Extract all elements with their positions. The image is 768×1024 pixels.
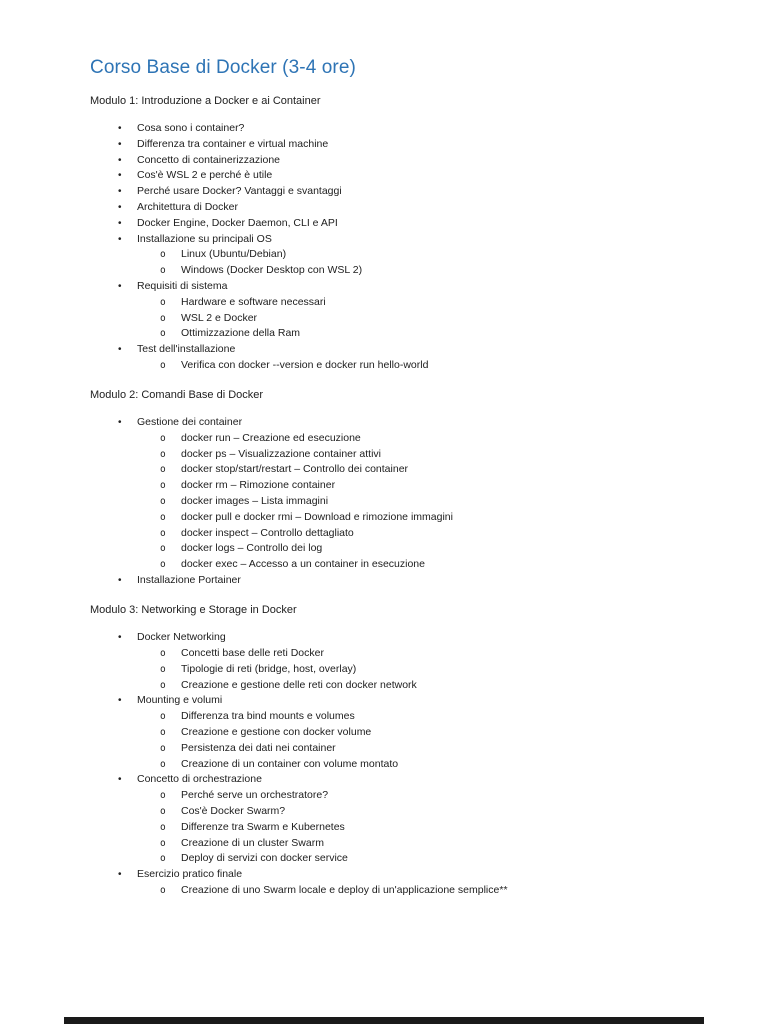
list-item	[118, 168, 708, 184]
list-item	[118, 630, 708, 693]
list-item	[160, 851, 708, 867]
circle-bullet-icon: o	[160, 296, 166, 308]
list-item-text: Creazione di uno Swarm locale e deploy di un'applicazione semplice**	[181, 883, 508, 896]
circle-bullet-icon: o	[160, 543, 166, 555]
bullet-icon: •	[118, 186, 122, 198]
module-heading: Modulo 1: Introduzione a Docker e ai Container	[90, 94, 321, 107]
list-item-text: Creazione e gestione delle reti con docker network	[181, 678, 417, 691]
list-item-text: docker run – Creazione ed esecuzione	[181, 431, 361, 444]
list-item-text: WSL 2 e Docker	[181, 311, 258, 324]
list-item	[118, 415, 708, 573]
circle-bullet-icon: o	[160, 496, 166, 508]
circle-bullet-icon: o	[160, 884, 166, 896]
list-item-text: Gestione dei container	[137, 416, 243, 429]
circle-bullet-icon: o	[160, 464, 166, 476]
list-item	[160, 883, 708, 899]
list-item-text: Creazione di un container con volume montato	[181, 757, 399, 770]
bottom-bar	[64, 1017, 704, 1024]
list-item-text: docker exec – Accesso a un container in esecuzione	[181, 558, 425, 571]
list-item	[160, 725, 708, 741]
circle-bullet-icon: o	[160, 511, 166, 523]
list-item-text: Cosa sono i container?	[137, 122, 245, 135]
list-item	[118, 184, 708, 200]
list-item-text: Esercizio pratico finale	[137, 868, 243, 881]
circle-bullet-icon: o	[160, 853, 166, 865]
list-item	[160, 358, 708, 374]
list-item	[160, 646, 708, 662]
list-item-text: Creazione e gestione con docker volume	[181, 725, 372, 738]
module-list	[90, 415, 708, 589]
list-item	[160, 741, 708, 757]
list-item	[118, 342, 708, 374]
list-item-text: Linux (Ubuntu/Debian)	[181, 248, 287, 261]
bullet-icon: •	[118, 417, 122, 429]
list-item	[118, 232, 708, 279]
module-heading: Modulo 2: Comandi Base di Docker	[90, 388, 264, 401]
bullet-icon: •	[118, 695, 122, 707]
list-item-text: docker images – Lista immagini	[181, 495, 329, 508]
bullet-icon: •	[118, 869, 122, 881]
list-item-text: Requisiti di sistema	[137, 280, 228, 293]
list-item-text: Perché usare Docker? Vantaggi e svantaggi	[137, 185, 342, 198]
list-item	[160, 247, 708, 263]
list-item-text: docker pull e docker rmi – Download e rimozione immagini	[181, 510, 453, 523]
circle-bullet-icon: o	[160, 711, 166, 723]
list-item	[160, 462, 708, 478]
list-item-text: Persistenza dei dati nei container	[181, 741, 336, 754]
circle-bullet-icon: o	[160, 679, 166, 691]
circle-bullet-icon: o	[160, 249, 166, 261]
list-item-text: Ottimizzazione della Ram	[181, 327, 301, 340]
list-item-text: Differenze tra Swarm e Kubernetes	[181, 820, 345, 833]
list-item	[160, 709, 708, 725]
bullet-icon: •	[118, 138, 122, 150]
list-item-text: Differenza tra container e virtual machine	[137, 137, 329, 150]
list-item-text: docker logs – Controllo dei log	[181, 542, 323, 555]
bullet-icon: •	[118, 575, 122, 587]
bullet-icon: •	[118, 233, 122, 245]
sub-list	[137, 709, 708, 772]
sub-list	[137, 295, 708, 342]
list-item	[118, 693, 708, 772]
circle-bullet-icon: o	[160, 360, 166, 371]
list-item	[160, 263, 708, 279]
bullet-icon: •	[118, 774, 122, 786]
list-item	[118, 867, 708, 899]
list-item	[160, 431, 708, 447]
list-item	[118, 200, 708, 216]
list-item-text: Architettura di Docker	[137, 201, 238, 214]
list-item	[160, 526, 708, 542]
list-item-text: Installazione su principali OS	[137, 232, 272, 245]
list-item	[160, 478, 708, 494]
list-item	[160, 804, 708, 820]
bullet-icon: •	[118, 154, 122, 166]
list-item	[160, 557, 708, 573]
list-item	[160, 494, 708, 510]
bullet-icon: •	[118, 170, 122, 182]
module-list	[90, 630, 708, 899]
list-item	[160, 311, 708, 327]
list-item	[118, 153, 708, 169]
bullet-icon: •	[118, 281, 122, 293]
list-item-text: docker stop/start/restart – Controllo dei container	[181, 463, 409, 476]
bullet-icon: •	[118, 202, 122, 214]
circle-bullet-icon: o	[160, 663, 166, 675]
sub-list	[137, 788, 708, 867]
list-item	[160, 541, 708, 557]
circle-bullet-icon: o	[160, 647, 166, 659]
list-item-text: Test dell'installazione	[137, 343, 236, 356]
page-title: Corso Base di Docker (3-4 ore)	[90, 57, 356, 78]
circle-bullet-icon: o	[160, 432, 166, 444]
circle-bullet-icon: o	[160, 312, 166, 324]
list-item-text: Docker Networking	[137, 631, 226, 644]
circle-bullet-icon: o	[160, 742, 166, 754]
circle-bullet-icon: o	[160, 559, 166, 571]
sub-list	[137, 646, 708, 693]
bullet-icon: •	[118, 217, 122, 229]
list-item	[160, 326, 708, 342]
sub-list	[137, 883, 708, 899]
list-item-text: Docker Engine, Docker Daemon, CLI e API	[137, 216, 338, 229]
list-item	[118, 573, 708, 589]
list-item-text: Concetto di orchestrazione	[137, 773, 262, 786]
list-item-text: Verifica con docker --version e docker run hello-world	[181, 359, 429, 371]
list-item	[118, 137, 708, 153]
circle-bullet-icon: o	[160, 821, 166, 833]
list-item	[118, 279, 708, 342]
module-heading: Modulo 3: Networking e Storage in Docker	[90, 603, 297, 616]
list-item-text: Deploy di servizi con docker service	[181, 852, 348, 865]
list-item-text: Concetto di containerizzazione	[137, 153, 281, 166]
list-item	[118, 772, 708, 867]
list-item-text: Tipologie di reti (bridge, host, overlay)	[181, 662, 357, 675]
list-item	[160, 820, 708, 836]
sub-list	[137, 247, 708, 279]
list-item	[160, 836, 708, 852]
circle-bullet-icon: o	[160, 328, 166, 340]
circle-bullet-icon: o	[160, 265, 166, 277]
circle-bullet-icon: o	[160, 790, 166, 802]
list-item-text: Perché serve un orchestratore?	[181, 789, 329, 802]
list-item	[160, 510, 708, 526]
list-item-text: Creazione di un cluster Swarm	[181, 836, 324, 849]
module-list	[90, 121, 708, 374]
document-content	[90, 94, 708, 899]
list-item-text: Installazione Portainer	[137, 574, 241, 587]
list-item	[160, 447, 708, 463]
list-item-text: Mounting e volumi	[137, 694, 223, 707]
list-item	[160, 662, 708, 678]
list-item-text: Differenza tra bind mounts e volumes	[181, 710, 355, 723]
circle-bullet-icon: o	[160, 837, 166, 849]
list-item	[160, 295, 708, 311]
bullet-icon: •	[118, 344, 122, 356]
circle-bullet-icon: o	[160, 527, 166, 539]
circle-bullet-icon: o	[160, 758, 166, 770]
list-item-text: Concetti base delle reti Docker	[181, 646, 324, 659]
circle-bullet-icon: o	[160, 805, 166, 817]
sub-list	[137, 358, 708, 374]
bullet-icon: •	[118, 123, 122, 135]
circle-bullet-icon: o	[160, 480, 166, 492]
sub-list	[137, 431, 708, 573]
list-item-text: docker inspect – Controllo dettagliato	[181, 526, 354, 539]
list-item-text: docker rm – Rimozione container	[181, 479, 336, 492]
list-item	[118, 121, 708, 137]
list-item-text: docker ps – Visualizzazione container attivi	[181, 447, 381, 460]
circle-bullet-icon: o	[160, 726, 166, 738]
list-item	[160, 788, 708, 804]
list-item	[160, 678, 708, 694]
list-item	[118, 216, 708, 232]
list-item-text: Cos'è WSL 2 e perché è utile	[137, 169, 273, 182]
list-item-text: Hardware e software necessari	[181, 295, 326, 308]
list-item-text: Windows (Docker Desktop con WSL 2)	[181, 264, 363, 277]
list-item	[160, 757, 708, 773]
bullet-icon: •	[118, 632, 122, 644]
list-item-text: Cos'è Docker Swarm?	[181, 804, 286, 817]
circle-bullet-icon: o	[160, 448, 166, 460]
